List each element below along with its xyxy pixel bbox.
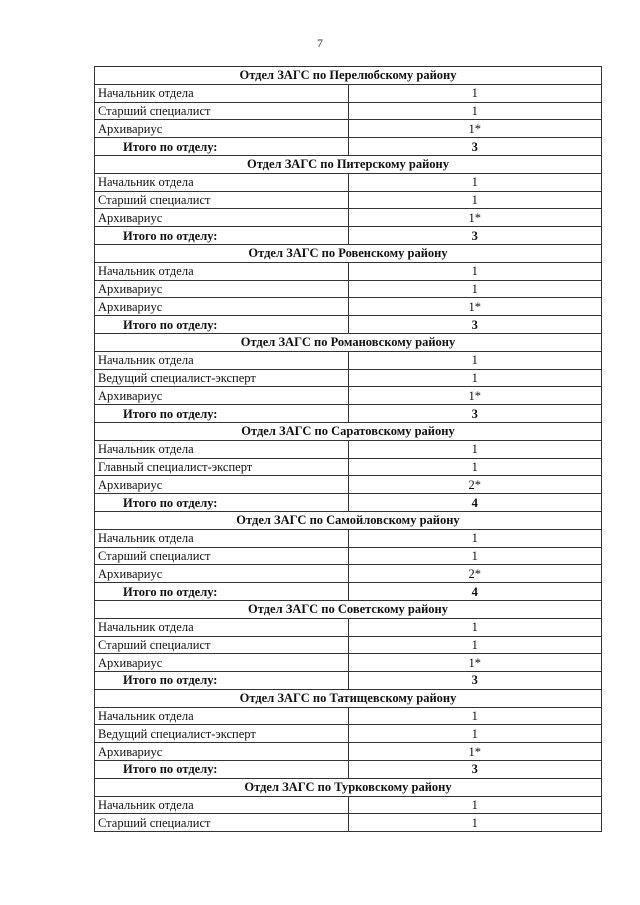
- position-name: Архивариус: [95, 476, 349, 494]
- position-count: 1: [348, 458, 602, 476]
- position-row: [95, 725, 602, 743]
- position-name: Ведущий специалист-эксперт: [95, 369, 349, 387]
- department-total-row: [95, 672, 602, 690]
- position-row: [95, 440, 602, 458]
- total-label: Итого по отделу:: [95, 761, 349, 779]
- position-name: Архивариус: [95, 209, 349, 227]
- position-name: Начальник отдела: [95, 796, 349, 814]
- position-name: Старший специалист: [95, 814, 349, 832]
- position-name: Начальник отдела: [95, 529, 349, 547]
- position-name: Архивариус: [95, 565, 349, 583]
- department-title: Отдел ЗАГС по Перелюбскому району: [95, 67, 602, 85]
- total-label: Итого по отделу:: [95, 494, 349, 512]
- position-row: [95, 476, 602, 494]
- position-name: Начальник отдела: [95, 262, 349, 280]
- department-total-row: [95, 405, 602, 423]
- position-row: [95, 262, 602, 280]
- position-row: [95, 369, 602, 387]
- position-count: 1*: [348, 298, 602, 316]
- position-count: 1*: [348, 654, 602, 672]
- position-count: 1: [348, 262, 602, 280]
- position-row: [95, 636, 602, 654]
- department-header-row: [95, 600, 602, 618]
- department-title: Отдел ЗАГС по Питерскому району: [95, 155, 602, 173]
- department-total-row: [95, 227, 602, 245]
- position-count: 1: [348, 618, 602, 636]
- position-name: Начальник отдела: [95, 707, 349, 725]
- position-count: 1*: [348, 209, 602, 227]
- position-name: Начальник отдела: [95, 440, 349, 458]
- department-header-row: [95, 67, 602, 85]
- position-row: [95, 618, 602, 636]
- position-name: Старший специалист: [95, 547, 349, 565]
- department-header-row: [95, 689, 602, 707]
- total-value: 3: [348, 405, 602, 423]
- total-label: Итого по отделу:: [95, 405, 349, 423]
- total-value: 3: [348, 138, 602, 156]
- department-total-row: [95, 316, 602, 334]
- position-name: Начальник отдела: [95, 173, 349, 191]
- department-header-row: [95, 333, 602, 351]
- position-row: [95, 351, 602, 369]
- department-total-row: [95, 494, 602, 512]
- position-name: Начальник отдела: [95, 351, 349, 369]
- position-row: [95, 814, 602, 832]
- position-row: [95, 191, 602, 209]
- position-name: Архивариус: [95, 654, 349, 672]
- total-value: 4: [348, 583, 602, 601]
- position-row: [95, 84, 602, 102]
- total-label: Итого по отделу:: [95, 672, 349, 690]
- position-name: Архивариус: [95, 743, 349, 761]
- position-count: 1: [348, 725, 602, 743]
- position-name: Ведущий специалист-эксперт: [95, 725, 349, 743]
- total-value: 3: [348, 316, 602, 334]
- total-value: 3: [348, 672, 602, 690]
- position-count: 1: [348, 351, 602, 369]
- position-count: 1: [348, 814, 602, 832]
- department-title: Отдел ЗАГС по Турковскому району: [95, 778, 602, 796]
- position-count: 2*: [348, 565, 602, 583]
- position-row: [95, 458, 602, 476]
- position-row: [95, 280, 602, 298]
- position-count: 1: [348, 440, 602, 458]
- department-header-row: [95, 422, 602, 440]
- position-count: 1: [348, 191, 602, 209]
- position-name: Архивариус: [95, 120, 349, 138]
- position-name: Главный специалист-эксперт: [95, 458, 349, 476]
- department-title: Отдел ЗАГС по Саратовскому району: [95, 422, 602, 440]
- department-title: Отдел ЗАГС по Ровенскому району: [95, 244, 602, 262]
- department-header-row: [95, 511, 602, 529]
- position-count: 1*: [348, 743, 602, 761]
- staffing-table: [94, 66, 602, 832]
- department-title: Отдел ЗАГС по Романовскому району: [95, 333, 602, 351]
- position-row: [95, 298, 602, 316]
- position-name: Архивариус: [95, 298, 349, 316]
- total-value: 3: [348, 227, 602, 245]
- position-row: [95, 547, 602, 565]
- position-row: [95, 387, 602, 405]
- position-count: 1: [348, 707, 602, 725]
- position-count: 1: [348, 547, 602, 565]
- total-label: Итого по отделу:: [95, 138, 349, 156]
- position-name: Начальник отдела: [95, 618, 349, 636]
- total-label: Итого по отделу:: [95, 227, 349, 245]
- position-row: [95, 529, 602, 547]
- position-row: [95, 173, 602, 191]
- department-header-row: [95, 778, 602, 796]
- position-count: 2*: [348, 476, 602, 494]
- position-row: [95, 565, 602, 583]
- position-name: Архивариус: [95, 387, 349, 405]
- position-name: Старший специалист: [95, 102, 349, 120]
- position-row: [95, 707, 602, 725]
- department-title: Отдел ЗАГС по Татищевскому району: [95, 689, 602, 707]
- position-count: 1: [348, 280, 602, 298]
- staffing-table-body: [95, 67, 602, 832]
- position-row: [95, 796, 602, 814]
- department-title: Отдел ЗАГС по Самойловскому району: [95, 511, 602, 529]
- department-total-row: [95, 138, 602, 156]
- total-label: Итого по отделу:: [95, 583, 349, 601]
- position-row: [95, 743, 602, 761]
- position-row: [95, 209, 602, 227]
- department-header-row: [95, 244, 602, 262]
- total-value: 3: [348, 761, 602, 779]
- position-name: Старший специалист: [95, 636, 349, 654]
- page-number: 7: [317, 36, 323, 50]
- position-row: [95, 120, 602, 138]
- position-name: Начальник отдела: [95, 84, 349, 102]
- position-row: [95, 654, 602, 672]
- department-total-row: [95, 583, 602, 601]
- total-value: 4: [348, 494, 602, 512]
- position-count: 1: [348, 102, 602, 120]
- position-count: 1*: [348, 387, 602, 405]
- position-count: 1: [348, 173, 602, 191]
- position-count: 1: [348, 84, 602, 102]
- total-label: Итого по отделу:: [95, 316, 349, 334]
- department-title: Отдел ЗАГС по Советскому району: [95, 600, 602, 618]
- position-count: 1: [348, 636, 602, 654]
- position-count: 1: [348, 796, 602, 814]
- position-name: Архивариус: [95, 280, 349, 298]
- position-count: 1: [348, 369, 602, 387]
- department-header-row: [95, 155, 602, 173]
- position-name: Старший специалист: [95, 191, 349, 209]
- position-count: 1*: [348, 120, 602, 138]
- position-row: [95, 102, 602, 120]
- position-count: 1: [348, 529, 602, 547]
- department-total-row: [95, 761, 602, 779]
